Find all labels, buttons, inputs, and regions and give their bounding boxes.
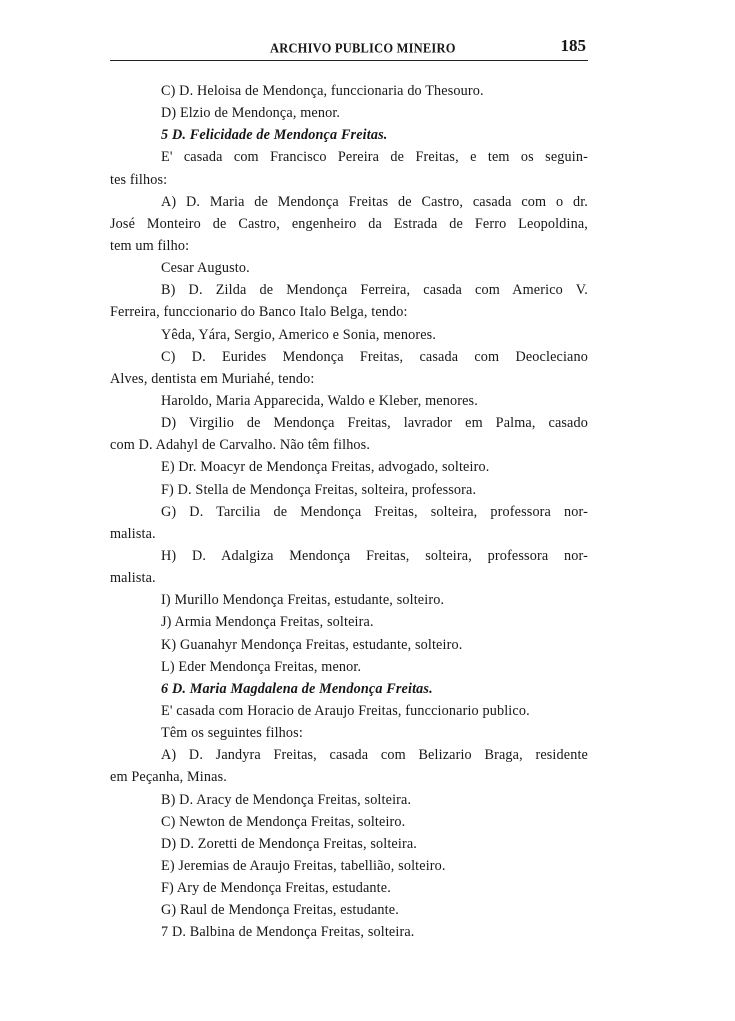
text-line: I) Murillo Mendonça Freitas, estudante, solteiro. xyxy=(161,592,445,609)
text-line: F) D. Stella de Mendonça Freitas, solteira, professora. xyxy=(161,481,477,498)
text-line: Ferreira, funccionario do Banco Italo Belga, tendo: xyxy=(110,304,408,321)
text-line: A) D. Jandyra Freitas, casada com Belizario Braga, residente xyxy=(161,747,588,764)
text-line: Yêda, Yára, Sergio, Americo e Sonia, menores. xyxy=(161,326,437,343)
text-line: C) Newton de Mendonça Freitas, solteiro. xyxy=(161,813,406,830)
text-line: E' casada com Francisco Pereira de Freitas, e tem os seguin- xyxy=(161,149,588,166)
text-line: 6 D. Maria Magdalena de Mendonça Freitas. xyxy=(161,680,433,697)
text-line: F) Ary de Mendonça Freitas, estudante. xyxy=(161,880,391,897)
text-line: C) D. Heloisa de Mendonça, funccionaria do Thesouro. xyxy=(161,83,484,99)
text-line: Cesar Augusto. xyxy=(161,260,250,277)
text-line: G) D. Tarcilia de Mendonça Freitas, solteira, professora nor- xyxy=(161,503,588,520)
running-head: ARCHIVO PUBLICO MINEIRO xyxy=(270,40,456,56)
text-line: malista. xyxy=(110,525,156,542)
text-line: A) D. Maria de Mendonça Freitas de Castro, casada com o dr. xyxy=(161,193,588,210)
text-line: J) Armia Mendonça Freitas, solteira. xyxy=(161,614,374,631)
page-number: 185 xyxy=(560,36,586,55)
text-line: G) Raul de Mendonça Freitas, estudante. xyxy=(161,902,399,919)
text-line: malista. xyxy=(110,570,156,587)
text-line: E) Dr. Moacyr de Mendonça Freitas, advogado, solteiro. xyxy=(161,459,490,476)
text-line: H) D. Adalgiza Mendonça Freitas, solteira, professora nor- xyxy=(161,547,588,564)
text-line: tes filhos: xyxy=(110,171,168,188)
text-line: tem um filho: xyxy=(110,237,190,254)
body-text xyxy=(110,80,588,943)
text-line: Haroldo, Maria Apparecida, Waldo e Kleber, menores. xyxy=(161,392,478,409)
text-line: José Monteiro de Castro, engenheiro da Estrada de Ferro Leopoldina, xyxy=(110,215,588,232)
text-line: D) D. Zoretti de Mendonça Freitas, solteira. xyxy=(161,835,417,852)
text-line: D) Virgilio de Mendonça Freitas, lavrador em Palma, casado xyxy=(161,415,588,432)
text-line: B) D. Aracy de Mendonça Freitas, solteira. xyxy=(161,791,412,808)
text-line: 7 D. Balbina de Mendonça Freitas, solteira. xyxy=(161,924,415,941)
text-line: D) Elzio de Mendonça, menor. xyxy=(161,105,341,122)
text-line: L) Eder Mendonça Freitas, menor. xyxy=(161,658,362,675)
text-line: B) D. Zilda de Mendonça Ferreira, casada com Americo V. xyxy=(161,282,588,299)
page-header xyxy=(110,34,588,61)
text-line: com D. Adahyl de Carvalho. Não têm filhos. xyxy=(110,437,371,454)
text-line: Têm os seguintes filhos: xyxy=(161,725,303,742)
text-line: E) Jeremias de Araujo Freitas, tabellião, solteiro. xyxy=(161,857,446,874)
text-line: K) Guanahyr Mendonça Freitas, estudante, solteiro. xyxy=(161,636,463,653)
text-line: C) D. Eurides Mendonça Freitas, casada com Deocleciano xyxy=(161,348,588,365)
text-line: em Peçanha, Minas. xyxy=(110,769,227,786)
text-line: Alves, dentista em Muriahé, tendo: xyxy=(110,370,315,387)
text-line: E' casada com Horacio de Araujo Freitas, funccionario publico. xyxy=(161,702,530,719)
text-line: 5 D. Felicidade de Mendonça Freitas. xyxy=(161,127,388,144)
